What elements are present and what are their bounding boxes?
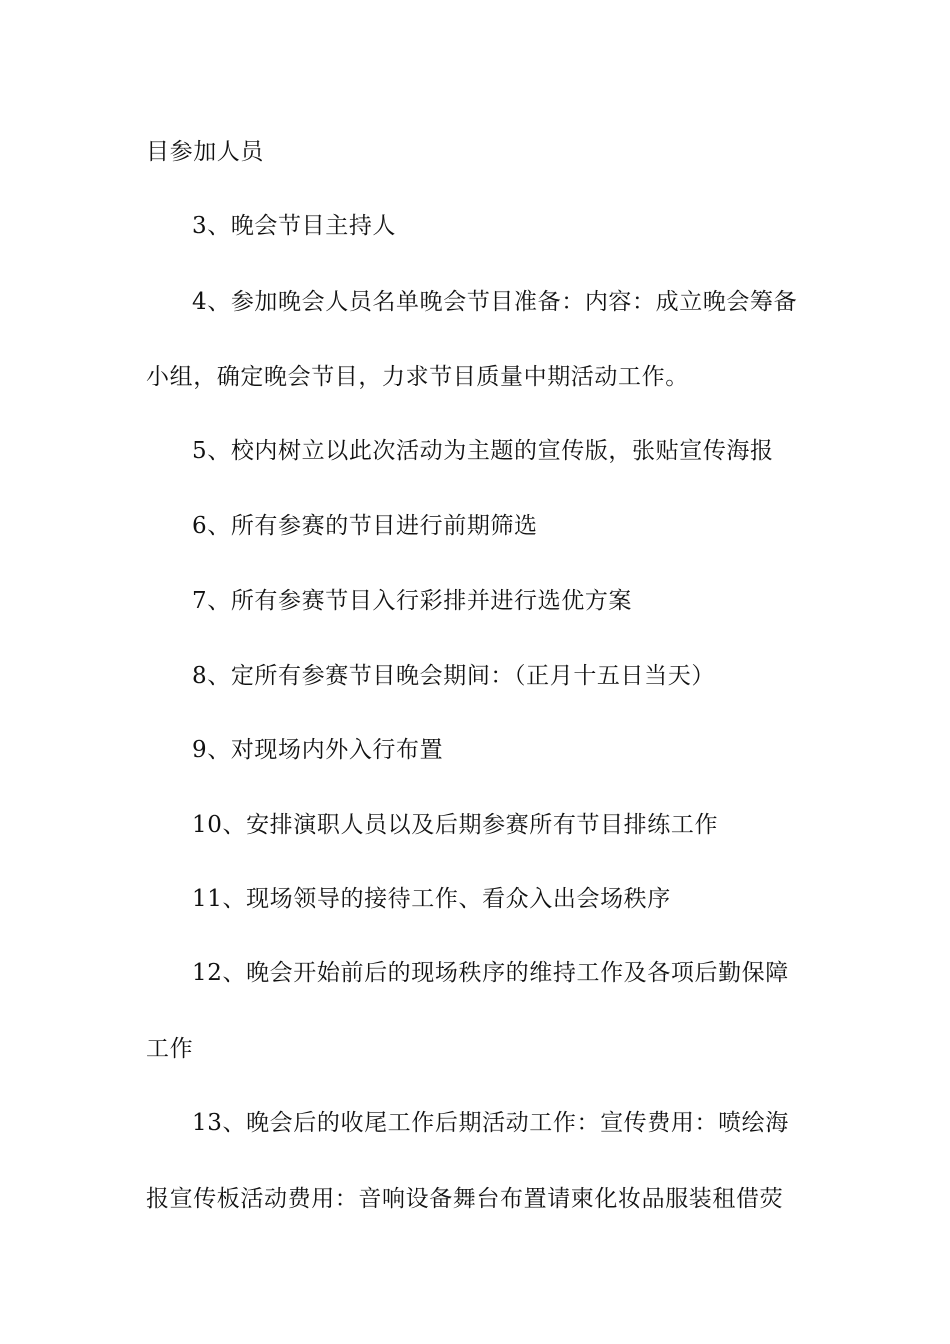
list-item-3: 3、晚会节目主持人 (192, 213, 397, 239)
list-item-12: 12、晚会开始前后的现场秩序的维持工作及各项后勤保障 (192, 960, 789, 986)
list-item-5: 5、校内树立以此次活动为主题的宣传版，张贴宣传海报 (192, 438, 774, 464)
list-item-8: 8、定所有参赛节目晚会期间：（正月十五日当天） (192, 663, 715, 689)
list-item-10: 10、安排演职人员以及后期参赛所有节目排练工作 (192, 812, 719, 838)
paragraph-line: 报宣传板活动费用：音响设备舞台布置请柬化妆品服装租借荧 (146, 1186, 784, 1212)
list-item-7: 7、所有参赛节目入行彩排并进行选优方案 (192, 588, 633, 614)
list-item-11: 11、现场领导的接待工作、看众入出会场秩序 (192, 886, 671, 912)
paragraph-line: 小组，确定晚会节目，力求节目质量中期活动工作。 (146, 364, 689, 390)
list-item-4: 4、参加晚会人员名单晚会节目准备：内容：成立晚会筹备 (192, 289, 798, 315)
list-item-13: 13、晚会后的收尾工作后期活动工作：宣传费用：喷绘海 (192, 1110, 789, 1136)
paragraph-line: 工作 (146, 1036, 194, 1062)
list-item-6: 6、所有参赛的节目进行前期筛选 (192, 513, 538, 539)
paragraph-line: 目参加人员 (146, 139, 264, 165)
list-item-9: 9、对现场内外入行布置 (192, 737, 444, 763)
